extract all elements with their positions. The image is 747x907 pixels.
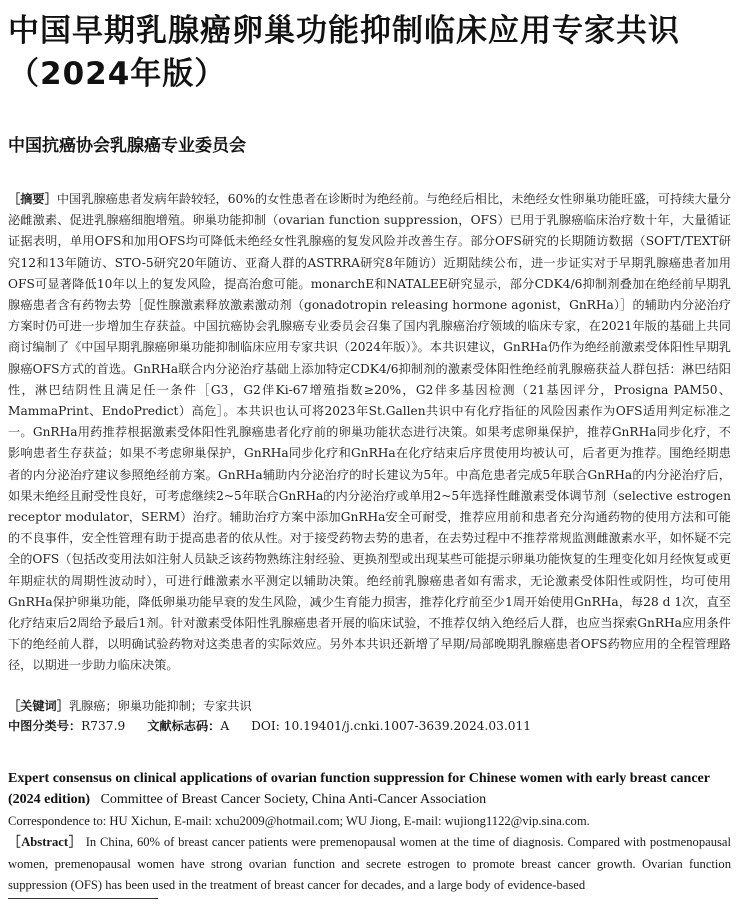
keywords-label: ［关键词］: [8, 699, 69, 713]
clc-label: 中图分类号：: [8, 719, 82, 733]
author-organization: 中国抗癌协会乳腺癌专业委员会: [8, 136, 246, 156]
keywords-chinese: [8, 696, 731, 716]
abstract-english: [8, 832, 731, 897]
abstract-text: 中国乳腺癌患者发病年龄较轻，60%的女性患者在诊断时为绝经前。与绝经后相比，未绝经女性卵巢功能旺盛，可持续大量分泌雌激素、促进乳腺癌细胞增殖。卵巢功能抑制（ovarian function suppression，OFS）已用于乳腺癌临床治疗数十年，大量循证证据表明，单用OFS和加用OFS均可降低未绝经女性乳腺癌的复发风险并改善生存。部分OFS研究的长期随访数据（SOFT/TEXT研究12和13年随访、STO-5研究20年随访、亚裔人群的ASTRRA研究8年随访）近期陆续公布，进一步证实对于早期乳腺癌患者加用OFS可显著降低10年以上的复发风险，提高治愈可能。monarchE和NATALEE研究显示，部分CDK4/6抑制剂叠加在绝经前早期乳腺癌患者含有药物去势［促性腺激素释放激素激动剂（gonadotropin releasing hormone agonist，GnRHa）］的辅助内分泌治疗方案时仍可进一步增加生存获益。中国抗癌协会乳腺癌专业委员会召集了国内乳腺癌治疗领域的临床专家，在2021年版的基础上共同商讨编制了《中国早期乳腺癌卵巢功能抑制临床应用专家共识（2024年版）》。本共识建议，GnRHa仍作为绝经前激素受体阳性早期乳腺癌OFS方式的首选。GnRHa联合内分泌治疗基础上添加特定CDK4/6抑制剂的激素受体阳性绝经前乳腺癌获益人群包括：淋巴结阳性，淋巴结阴性且满足任一条件［G3，G2伴Ki-67增殖指数≥20%，G2伴多基因检测（21基因评分，Prosigna PAM50、MammaPrint、EndoPredict）高危］。本共识也认可将2023年St.Gallen共识中有化疗指征的风险因素作为OFS适用判定标准之一。GnRHa用药推荐根据激素受体阳性乳腺癌患者化疗前的卵巢功能状态进行决策。如果考虑卵巢保护，推荐GnRHa同步化疗，不影响患者生存获益；如果不考虑卵巢保护，GnRHa同步化疗和GnRHa在化疗结束后序贯使用均被认可，后者更为推荐。围绝经期患者的内分泌治疗建议参照绝经前方案。GnRHa辅助内分泌治疗的时长建议为5年。中高危患者完成5年联合GnRHa的内分泌治疗后，如果未绝经且耐受性良好，可考虑继续2~5年联合GnRHa的内分泌治疗或单用2~5年选择性雌激素受体调节剂（selective estrogen receptor modulator，SERM）治疗。辅助治疗方案中添加GnRHa安全可耐受，推荐应用前和患者充分沟通药物的使用方法和可能的不良事件，安全性管理有助于提高患者的依从性。对于接受药物去势的患者，在去势过程中不推荐常规监测雌激素水平，如怀疑不完全的OFS（包括改变用法如注射人员缺乏该药物熟练注射经验、更换剂型或出现某些可能提示卵巢功能恢复的生理变化如月经恢复或更年期症状的周期性波动时），可进行雌激素水平测定以辅助决策。绝经前乳腺癌患者如有需求，无论激素受体阳性或阴性，均可使用GnRHa保护卵巢功能，降低卵巢功能早衰的发生风险，减少生育能力损害，推荐化疗前至少1周开始使用GnRHa，每28 d 1次，直至化疗结束后2周给予最后1剂。针对激素受体阳性乳腺癌患者开展的临床试验，不推荐仅纳入绝经后人群，也应当探索GnRHa应用条件下的绝经前人群，以明确试验药物对这类患者的实际效应。另外本共识还新增了早期/局部晚期乳腺癌患者OFS药物应用的全程管理路径，以期进一步助力临床决策。: [8, 192, 732, 673]
abstract-chinese: [8, 189, 731, 677]
english-authors: Committee of Breast Cancer Society, China Anti-Cancer Association: [100, 792, 487, 807]
clc-value: R737.9: [81, 719, 126, 733]
english-title: [8, 768, 731, 810]
doi: DOI: 10.19401/j.cnki.1007-3639.2024.03.011: [251, 719, 532, 733]
abstract-label: ［摘要］: [8, 192, 57, 206]
keywords-text: 乳腺癌；卵巢功能抑制；专家共识: [68, 699, 252, 713]
english-abstract-text: In China, 60% of breast cancer patients were premenopausal women at the time of diagnosis. Compared with postmenopausal women, premenopausal women have strong ovarian function and secrete estrogen to promote breast cancer growth. Ovarian function suppression (OFS) has been used in the treatment of breast cancer for decades, and a large body of evidence-based: [8, 835, 731, 892]
correspondence: Correspondence to: HU Xichun, E-mail: xchu2009@hotmail.com; WU Jiong, E-mail: wujiong1122@vip.sina.com.: [8, 814, 590, 828]
footnote-rule: [8, 898, 158, 899]
english-abstract-label: ［Abstract］: [8, 835, 82, 849]
english-title-text: Expert consensus on clinical applications of ovarian function suppression for Chinese women with early breast cancer (2024 edition): [8, 771, 710, 807]
classification-line: [8, 716, 731, 736]
article-title: 中国早期乳腺癌卵巢功能抑制临床应用专家共识（2024年版）: [8, 13, 680, 92]
doc-code-label: 文献标志码：: [147, 719, 221, 733]
doc-code-value: A: [220, 719, 230, 733]
